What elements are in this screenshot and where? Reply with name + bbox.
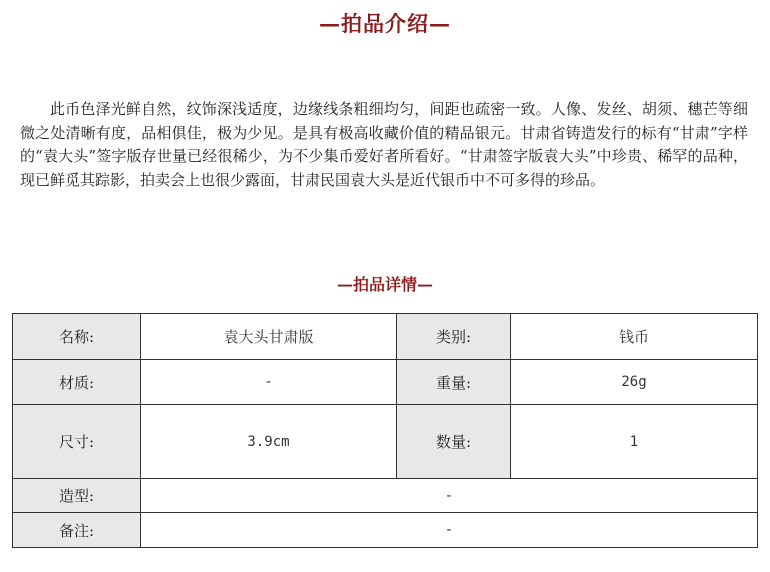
size-label: 尺寸: xyxy=(13,405,141,479)
shape-value: - xyxy=(141,479,758,513)
quantity-value: 1 xyxy=(511,405,758,479)
weight-label: 重量: xyxy=(397,360,511,405)
category-label: 类别: xyxy=(397,314,511,360)
table-row xyxy=(13,360,758,405)
details-table xyxy=(12,313,758,548)
weight-value: 26g xyxy=(511,360,758,405)
material-label: 材质: xyxy=(13,360,141,405)
note-value: - xyxy=(141,513,758,548)
quantity-label: 数量: xyxy=(397,405,511,479)
table-row xyxy=(13,314,758,360)
name-value: 袁大头甘肃版 xyxy=(141,314,397,360)
table-row xyxy=(13,405,758,479)
category-value: 钱币 xyxy=(511,314,758,360)
details-title: —拍品详情— xyxy=(336,275,433,294)
table-row xyxy=(13,513,758,548)
note-label: 备注: xyxy=(13,513,141,548)
intro-title: —拍品介绍— xyxy=(319,11,451,36)
size-value: 3.9cm xyxy=(141,405,397,479)
name-label: 名称: xyxy=(13,314,141,360)
table-row xyxy=(13,479,758,513)
shape-label: 造型: xyxy=(13,479,141,513)
intro-description: 此币色泽光鲜自然，纹饰深浅适度，边缘线条粗细均匀，间距也疏密一致。人像、发丝、胡须、穗芒等细微之处清晰有度，品相俱佳，极为少见。是具有极高收藏价值的精品银元。甘肃省铸造发行的标有“甘肃”字样的“袁大头”签字版存世量已经很稀少，为不少集币爱好者所看好。“甘肃签字版袁大头”中珍贵、稀罕的品种，现已鲜觅其踪影，拍卖会上也很少露面，甘肃民国袁大头是近代银币中不可多得的珍品。 xyxy=(20,100,748,189)
material-value: - xyxy=(141,360,397,405)
